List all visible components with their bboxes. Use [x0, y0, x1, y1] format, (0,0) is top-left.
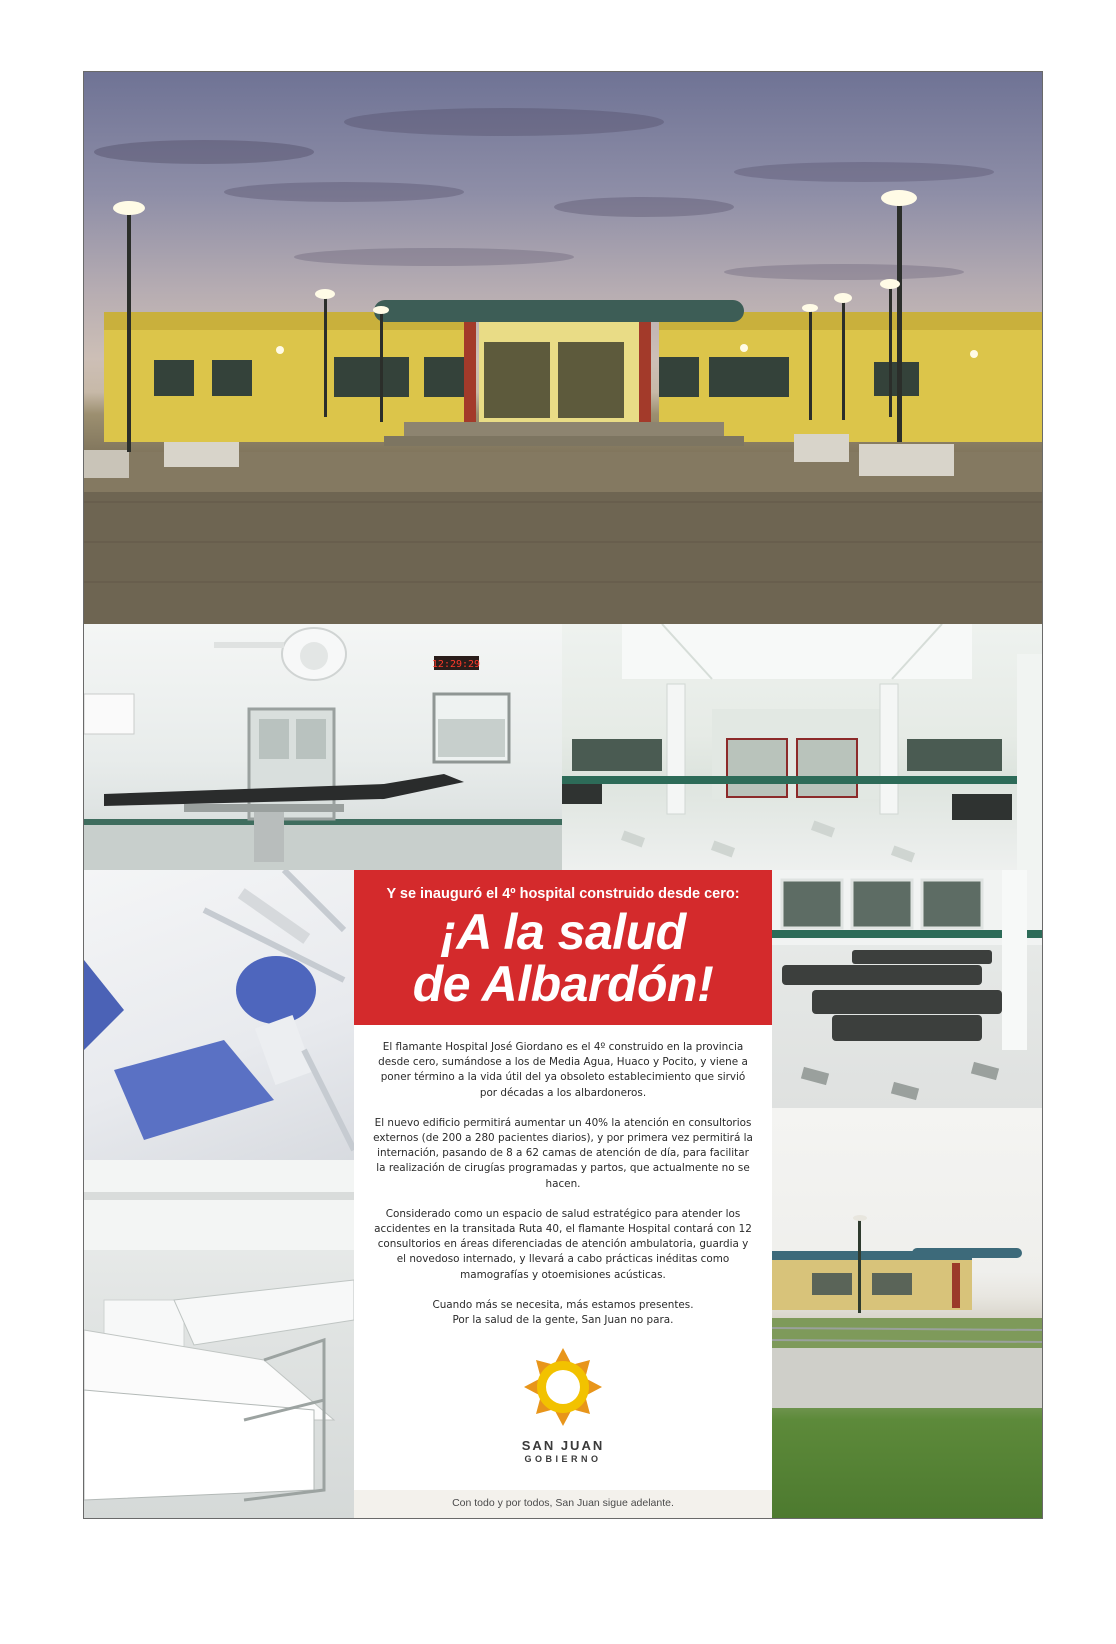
- waiting-room-chairs-photo: [772, 870, 1042, 1108]
- advertisement-poster: [83, 71, 1043, 1519]
- headline-title-line-2: de Albardón!: [412, 956, 714, 1012]
- footer-tagline: Con todo y por todos, San Juan sigue adelante.: [452, 1497, 674, 1509]
- closing-line-1: Cuando más se necesita, más estamos presentes.: [432, 1298, 694, 1311]
- headline-banner: [354, 870, 772, 1025]
- hospital-lobby-photo: [562, 624, 1042, 870]
- operating-room-photo: [84, 624, 562, 870]
- headline-title-line-1: ¡A la salud: [440, 904, 686, 960]
- sun-icon: [524, 1348, 602, 1426]
- footer-strip: [354, 1490, 772, 1518]
- hospital-ward-beds-photo: [84, 1160, 354, 1518]
- center-text-panel: [354, 870, 772, 1518]
- headline-title: [354, 906, 772, 1010]
- brand-name: SAN JUAN: [521, 1438, 605, 1453]
- dental-chair-photo: [84, 870, 354, 1160]
- closing-line-2: Por la salud de la gente, San Juan no para.: [452, 1314, 674, 1327]
- brand-sub: GOBIERNO: [524, 1454, 602, 1464]
- headline-kicker: Y se inauguró el 4º hospital construido desde cero:: [386, 886, 740, 902]
- or-clock-display: 12:29:29: [431, 659, 481, 670]
- body-paragraph-1: El flamante Hospital José Giordano es el 4º construido en la provincia desde cero, sumándose a los de Media Agua, Huaco y Pocito, y viene a poner término a la vida útil del ya obsoleto establecimiento que sirvió por décadas a los albardoneros.: [378, 1041, 748, 1099]
- article-body: [372, 1040, 754, 1328]
- hospital-exterior-day-photo: [772, 1108, 1042, 1518]
- body-paragraph-3: Considerado como un espacio de salud estratégico para atender los accidentes en la transitada Ruta 40, el flamante Hospital contará con 12 consultorios en áreas diferenciadas de atención ambulatoria, guardia y el novedoso internado, y llevará a cabo prácticas inéditas como mamografías y otoemisiones acústicas.: [374, 1207, 752, 1281]
- hospital-exterior-dusk-photo: [84, 72, 1042, 624]
- body-paragraph-2: El nuevo edificio permitirá aumentar un 40% la atención en consultorios externos (de 200 a 280 pacientes diarios), y por primera vez permitirá la internación, pasando de 8 a 62 camas de atención de día, para facilitar la realización de cirugías programadas y partos, que actualmente no se hacen.: [373, 1116, 753, 1190]
